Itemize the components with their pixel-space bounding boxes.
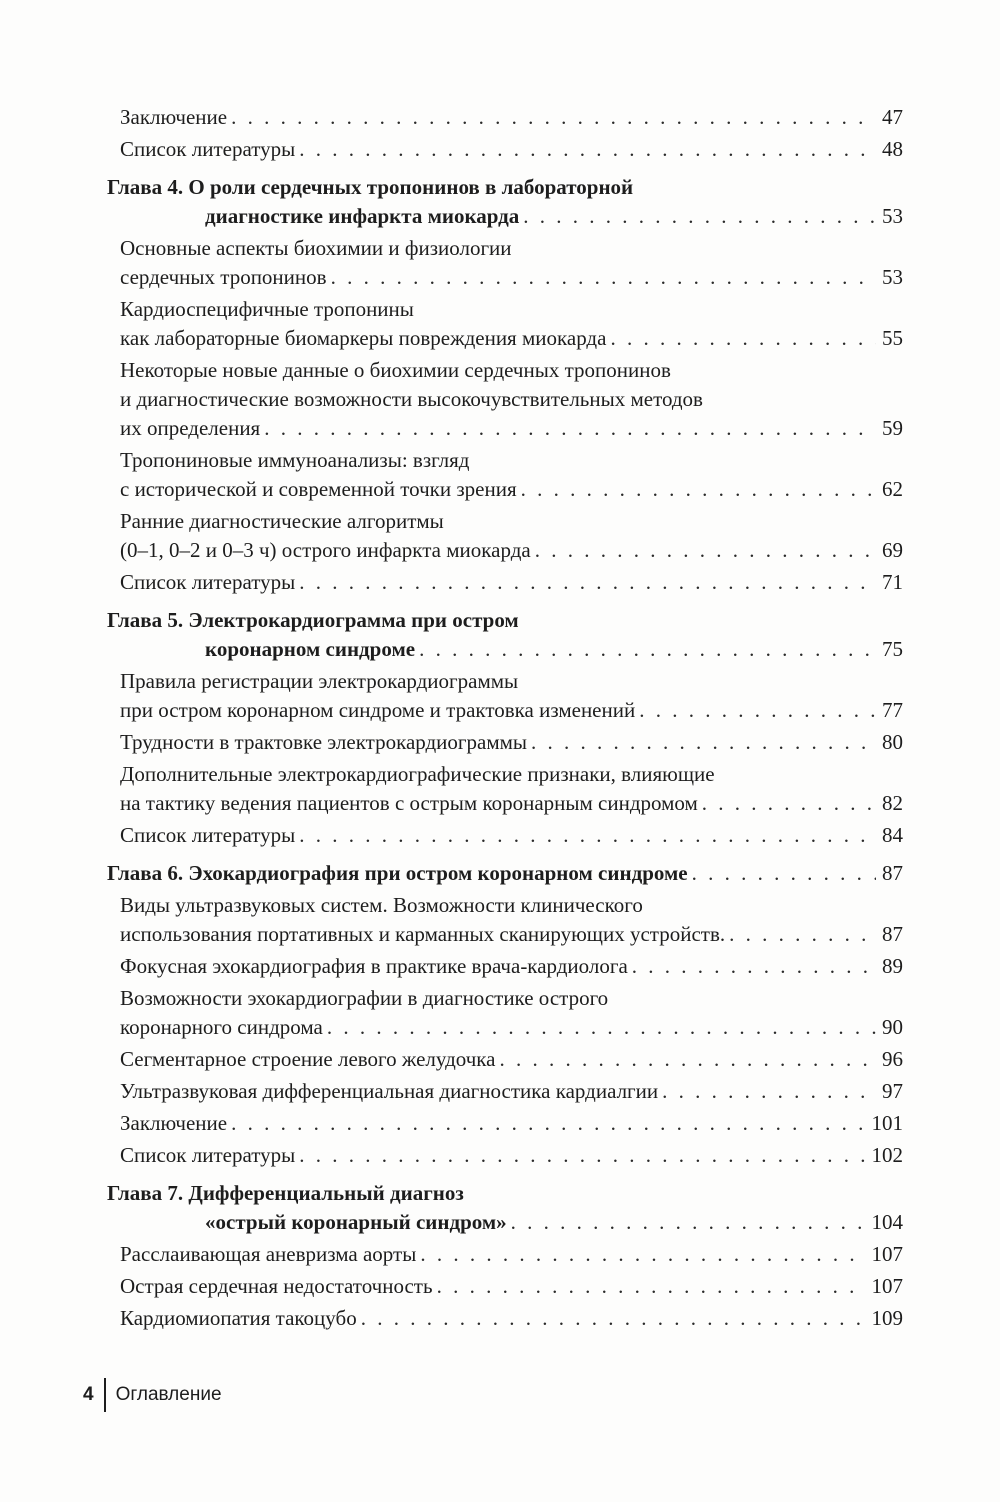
- toc-page-number: 80: [882, 730, 903, 754]
- toc-entry-text: коронарном синдроме: [205, 637, 416, 661]
- toc-page-number: 87: [882, 922, 903, 946]
- toc-entry: [120, 1109, 903, 1138]
- toc-entry-row: [107, 202, 903, 231]
- toc-entry: [120, 760, 903, 818]
- dot-leader: [535, 536, 876, 565]
- toc-entry-row: [120, 789, 903, 818]
- toc-entry: [120, 1045, 903, 1074]
- dot-leader: [419, 635, 876, 664]
- toc-entry-text: Дополнительные электрокардиографические признаки, влияющие: [120, 762, 715, 786]
- toc-page-number: 48: [882, 137, 903, 161]
- toc-entry: [120, 446, 903, 504]
- toc-page-number: 69: [882, 538, 903, 562]
- dot-leader: [299, 1141, 865, 1170]
- toc-entry-text: использования портативных и карманных сканирующих устройств.: [120, 922, 726, 946]
- toc-entry-text: (0–1, 0–2 и 0–3 ч) острого инфаркта миокарда: [120, 538, 531, 562]
- dot-leader: [639, 696, 876, 725]
- toc-entry: [120, 1304, 903, 1333]
- toc-entry: [120, 952, 903, 981]
- toc-entry-row: [107, 1208, 903, 1237]
- page-footer: [83, 1378, 222, 1412]
- toc-entry-text: Кардиоспецифичные тропонины: [120, 297, 414, 321]
- toc-entry-text: с исторической и современной точки зрения: [120, 477, 517, 501]
- toc-entry-text: Список литературы: [120, 1143, 296, 1167]
- toc-entry-text: Ультразвуковая дифференциальная диагностика кардиалгии: [120, 1079, 659, 1103]
- footer-divider: [104, 1378, 106, 1412]
- toc-entry-row: [120, 920, 903, 949]
- toc-chapter-entry: [107, 859, 903, 888]
- toc-page-number: 53: [882, 204, 903, 228]
- toc-entry: [120, 295, 903, 353]
- toc-entry-row: [120, 1045, 903, 1074]
- toc-entry-text: Основные аспекты биохимии и физиологии: [120, 236, 512, 260]
- toc-page-number: 102: [871, 1143, 903, 1167]
- toc-entry-text: Возможности эхокардиографии в диагностике острого: [120, 986, 609, 1010]
- dot-leader: [521, 475, 876, 504]
- toc-page-number: 104: [871, 1210, 903, 1234]
- toc-entry-row: [120, 821, 903, 850]
- toc-entry-row: [120, 1304, 903, 1333]
- toc-page-number: 84: [882, 823, 903, 847]
- toc-entry-text: Глава 7. Дифференциальный диагноз: [107, 1181, 464, 1205]
- toc-entry: [120, 507, 903, 565]
- toc-entry-text: Трудности в трактовке электрокардиограммы: [120, 730, 528, 754]
- toc-entry-row: [120, 103, 903, 132]
- toc-page-number: 90: [882, 1015, 903, 1039]
- toc-entry-row: [120, 1077, 903, 1106]
- table-of-contents: [0, 103, 1000, 1333]
- toc-entry: [120, 1141, 903, 1170]
- toc-page-number: 107: [871, 1242, 903, 1266]
- toc-entry-text: «острый коронарный синдром»: [205, 1210, 507, 1234]
- toc-entry-text: как лабораторные биомаркеры повреждения миокарда: [120, 326, 607, 350]
- toc-page-number: 59: [882, 416, 903, 440]
- toc-entry: [120, 103, 903, 132]
- dot-leader: [511, 1208, 866, 1237]
- toc-entry-text: Фокусная эхокардиография в практике врача-кардиолога: [120, 954, 628, 978]
- toc-entry: [120, 1077, 903, 1106]
- toc-page-number: 53: [882, 265, 903, 289]
- toc-entry: [120, 728, 903, 757]
- dot-leader: [729, 920, 876, 949]
- dot-leader: [327, 1013, 876, 1042]
- toc-entry-text: Расслаивающая аневризма аорты: [120, 1242, 417, 1266]
- toc-entry-text: Некоторые новые данные о биохимии сердечных тропонинов: [120, 358, 671, 382]
- toc-entry: [120, 821, 903, 850]
- toc-entry: [120, 1272, 903, 1301]
- toc-page-number: 82: [882, 791, 903, 815]
- toc-entry-text: коронарного синдрома: [120, 1015, 323, 1039]
- toc-page-number: 55: [882, 326, 903, 350]
- toc-entry-row: [120, 1013, 903, 1042]
- dot-leader: [420, 1240, 865, 1269]
- toc-entry-text: Правила регистрации электрокардиограммы: [120, 669, 519, 693]
- dot-leader: [299, 821, 876, 850]
- toc-entry-text: Кардиомиопатия такоцубо: [120, 1306, 357, 1330]
- dot-leader: [702, 789, 876, 818]
- dot-leader: [361, 1304, 866, 1333]
- toc-entry-text: диагностике инфаркта миокарда: [205, 204, 520, 228]
- toc-page-number: 101: [871, 1111, 903, 1135]
- toc-page-number: 89: [882, 954, 903, 978]
- toc-page-number: 77: [882, 698, 903, 722]
- dot-leader: [231, 1109, 865, 1138]
- toc-entry-row: [120, 1272, 903, 1301]
- dot-leader: [264, 414, 876, 443]
- dot-leader: [531, 728, 876, 757]
- toc-entry-text: Виды ультразвуковых систем. Возможности клинического: [120, 893, 643, 917]
- toc-entry-text: Ранние диагностические алгоритмы: [120, 509, 444, 533]
- dot-leader: [299, 568, 876, 597]
- toc-entry-row: [120, 414, 903, 443]
- toc-entry-text: при остром коронарном синдроме и трактовка изменений: [120, 698, 636, 722]
- toc-entry-row: [120, 728, 903, 757]
- dot-leader: [610, 324, 876, 353]
- toc-entry: [120, 667, 903, 725]
- toc-entry-text: Заключение: [120, 105, 228, 129]
- footer-section-title: Оглавление: [115, 1384, 222, 1405]
- dot-leader: [692, 859, 876, 888]
- toc-page-number: 87: [882, 861, 903, 885]
- toc-entry-text: сердечных тропонинов: [120, 265, 327, 289]
- toc-entry: [120, 568, 903, 597]
- toc-chapter-entry: [107, 606, 903, 664]
- toc-entry-row: [107, 859, 903, 888]
- dot-leader: [500, 1045, 877, 1074]
- toc-entry: [120, 984, 903, 1042]
- toc-entry: [120, 891, 903, 949]
- toc-page-number: 75: [882, 637, 903, 661]
- toc-entry-row: [120, 475, 903, 504]
- dot-leader: [523, 202, 876, 231]
- toc-entry-row: [120, 135, 903, 164]
- toc-chapter-entry: [107, 1179, 903, 1237]
- toc-entry-text: Список литературы: [120, 137, 296, 161]
- toc-entry-text: их определения: [120, 416, 261, 440]
- toc-page-number: 96: [882, 1047, 903, 1071]
- toc-entry-text: Острая сердечная недостаточность: [120, 1274, 433, 1298]
- toc-entry: [120, 1240, 903, 1269]
- toc-entry-text: на тактику ведения пациентов с острым коронарным синдромом: [120, 791, 698, 815]
- dot-leader: [299, 135, 876, 164]
- toc-chapter-entry: [107, 173, 903, 231]
- toc-page-number: 62: [882, 477, 903, 501]
- toc-entry-row: [120, 1109, 903, 1138]
- toc-entry-row: [120, 324, 903, 353]
- toc-entry-row: [120, 1240, 903, 1269]
- dot-leader: [231, 103, 876, 132]
- toc-entry-text: Глава 5. Электрокардиограмма при остром: [107, 608, 519, 632]
- toc-entry-row: [120, 1141, 903, 1170]
- toc-entry: [120, 234, 903, 292]
- toc-entry-row: [120, 263, 903, 292]
- toc-entry: [120, 356, 903, 443]
- toc-entry: [120, 135, 903, 164]
- toc-entry-text: и диагностические возможности высокочувствительных методов: [120, 387, 703, 411]
- dot-leader: [662, 1077, 876, 1106]
- footer-page-number: 4: [83, 1384, 94, 1405]
- toc-entry-row: [107, 635, 903, 664]
- toc-page-number: 109: [871, 1306, 903, 1330]
- dot-leader: [632, 952, 876, 981]
- toc-entry-text: Заключение: [120, 1111, 228, 1135]
- toc-page-number: 71: [882, 570, 903, 594]
- dot-leader: [437, 1272, 866, 1301]
- toc-entry-text: Список литературы: [120, 570, 296, 594]
- toc-page-number: 47: [882, 105, 903, 129]
- toc-entry-row: [120, 568, 903, 597]
- toc-page-number: 97: [882, 1079, 903, 1103]
- toc-entry-text: Список литературы: [120, 823, 296, 847]
- toc-entry-text: Глава 6. Эхокардиография при остром коронарном синдроме: [107, 861, 688, 885]
- toc-entry-row: [120, 696, 903, 725]
- toc-entry-row: [120, 536, 903, 565]
- dot-leader: [331, 263, 876, 292]
- toc-page-number: 107: [871, 1274, 903, 1298]
- toc-entry-text: Глава 4. О роли сердечных тропонинов в лабораторной: [107, 175, 634, 199]
- toc-entry-text: Тропониновые иммуноанализы: взгляд: [120, 448, 470, 472]
- toc-entry-text: Сегментарное строение левого желудочка: [120, 1047, 496, 1071]
- toc-entry-row: [120, 952, 903, 981]
